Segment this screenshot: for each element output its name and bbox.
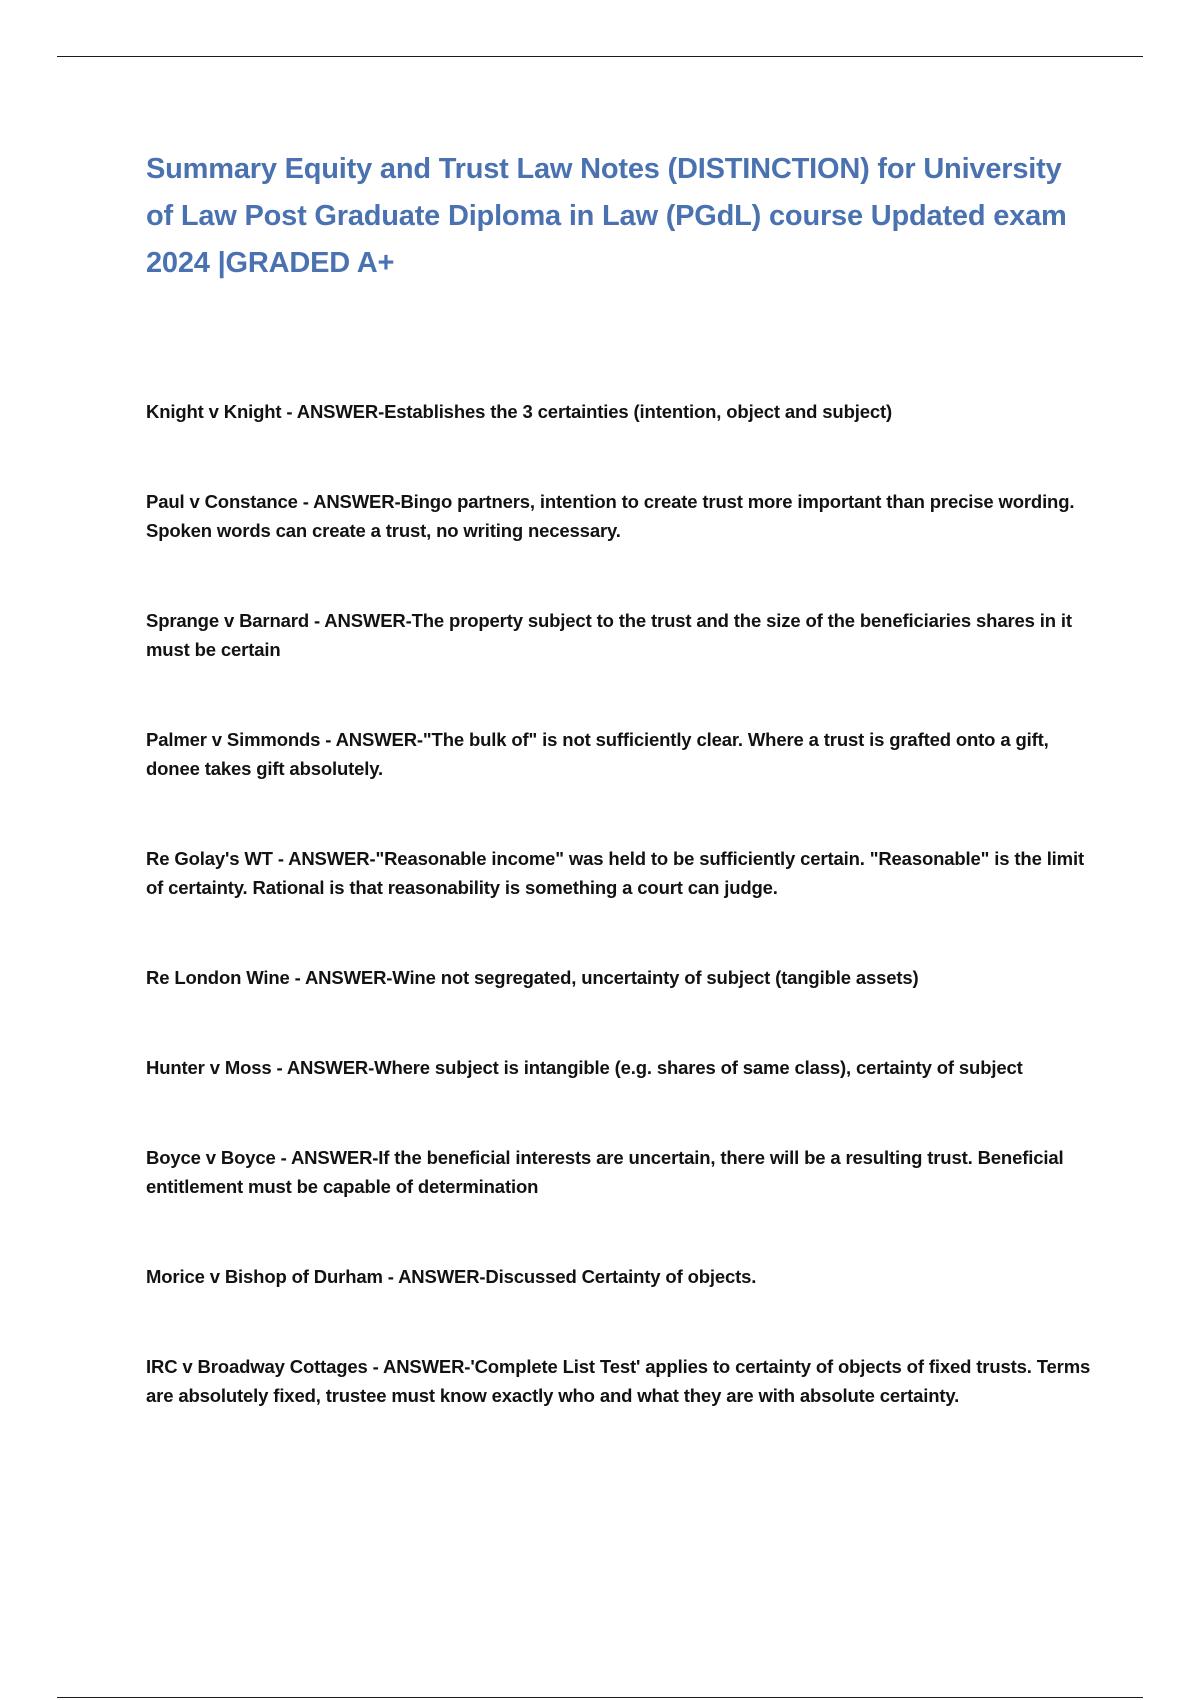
- document-body: [146, 146, 1096, 1471]
- case-list: [146, 397, 1096, 1410]
- case-entry-sprange-v-barnard: Sprange v Barnard - ANSWER-The property subject to the trust and the size of the beneficiaries shares in it must be certain: [146, 610, 1072, 660]
- case-entry-re-golays-wt: Re Golay's WT - ANSWER-"Reasonable income" was held to be sufficiently certain. "Reasonable" is the limit of certainty. Rational is that reasonability is something a court can judge.: [146, 848, 1084, 898]
- case-entry-palmer-v-simmonds: Palmer v Simmonds - ANSWER-"The bulk of" is not sufficiently clear. Where a trust is grafted onto a gift, donee takes gift absolutely.: [146, 729, 1049, 779]
- case-entry-hunter-v-moss: Hunter v Moss - ANSWER-Where subject is intangible (e.g. shares of same class), certainty of subject: [146, 1057, 1023, 1078]
- bottom-rule: [57, 1697, 1143, 1698]
- case-entry-paul-v-constance: Paul v Constance - ANSWER-Bingo partners, intention to create trust more important than precise wording. Spoken words can create a trust, no writing necessary.: [146, 491, 1075, 541]
- case-entry-morice-v-bishop-of-durham: Morice v Bishop of Durham - ANSWER-Discussed Certainty of objects.: [146, 1266, 757, 1287]
- document-title: Summary Equity and Trust Law Notes (DISTINCTION) for University of Law Post Graduate Diploma in Law (PGdL) course Updated exam 2024 |GRADED A+: [146, 153, 1067, 279]
- case-entry-knight-v-knight: Knight v Knight - ANSWER-Establishes the 3 certainties (intention, object and subject): [146, 401, 893, 422]
- case-entry-irc-v-broadway-cottages: IRC v Broadway Cottages - ANSWER-'Complete List Test' applies to certainty of objects of fixed trusts. Terms are absolutely fixed, trustee must know exactly who and what they are with absolute certainty.: [146, 1356, 1091, 1406]
- case-entry-re-london-wine: Re London Wine - ANSWER-Wine not segregated, uncertainty of subject (tangible assets): [146, 967, 919, 988]
- case-entry-boyce-v-boyce: Boyce v Boyce - ANSWER-If the beneficial interests are uncertain, there will be a resulting trust. Beneficial entitlement must be capable of determination: [146, 1147, 1064, 1197]
- top-rule: [57, 56, 1143, 57]
